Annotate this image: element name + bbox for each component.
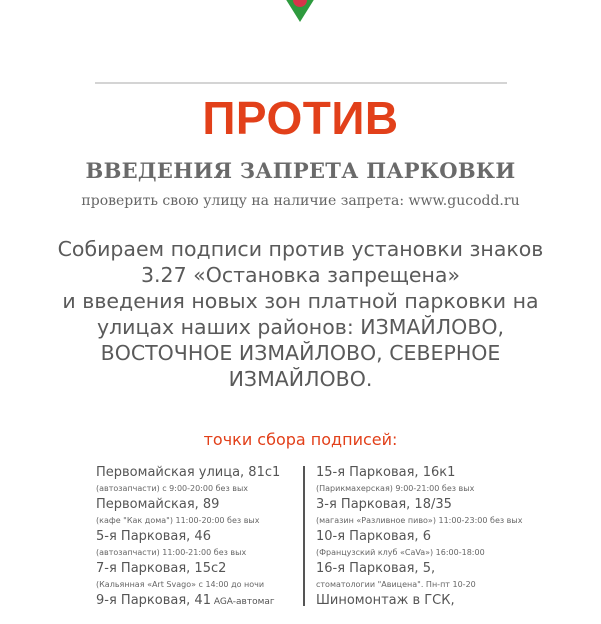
point-note: (Парикмахерская) 9:00-21:00 без вых bbox=[316, 484, 475, 493]
point-address: 3-я Парковая, 18/35 bbox=[316, 497, 452, 512]
point-address: 10-я Парковая, 6 bbox=[316, 529, 431, 544]
collection-point bbox=[316, 496, 546, 528]
point-note: стоматологии "Авицена". Пн-пт 10-20 bbox=[316, 580, 476, 589]
point-note: (Французский клуб «CaVa») 16:00-18:00 bbox=[316, 548, 485, 557]
message-line: ИЗМАЙЛОВО. bbox=[228, 367, 373, 391]
collection-points-heading: точки сбора подписей: bbox=[203, 430, 398, 449]
point-note: (автозапчасти) с 9:00-20:00 без вых bbox=[96, 484, 249, 493]
map-pin-logo-icon bbox=[282, 0, 318, 28]
point-note: (кафе "Как дома") 11:00-20:00 без вых bbox=[96, 516, 260, 525]
message-line: ВОСТОЧНОЕ ИЗМАЙЛОВО, СЕВЕРНОЕ bbox=[100, 341, 501, 365]
point-note: (автозапчасти) 11:00-21:00 без вых bbox=[96, 548, 247, 557]
collection-point bbox=[96, 528, 306, 560]
point-address: 16-я Парковая, 5, bbox=[316, 561, 436, 576]
point-address: Шиномонтаж в ГСК, bbox=[316, 593, 455, 608]
collection-point bbox=[316, 528, 546, 560]
message-line: Собираем подписи против установки знаков bbox=[57, 237, 544, 261]
point-address: 9-я Парковая, 41 bbox=[96, 593, 211, 608]
message-line: и введения новых зон платной парковки на bbox=[62, 289, 539, 313]
point-note: (магазин «Разливное пиво») 11:00-23:00 без вых bbox=[316, 516, 523, 525]
collection-point bbox=[96, 464, 306, 496]
column-divider bbox=[303, 466, 305, 606]
point-address: 15-я Парковая, 16к1 bbox=[316, 465, 456, 480]
collection-point bbox=[96, 496, 306, 528]
point-address: Первомайская улица, 81с1 bbox=[96, 465, 281, 480]
point-address: 7-я Парковая, 15с2 bbox=[96, 561, 227, 576]
main-message bbox=[40, 236, 561, 392]
top-divider bbox=[95, 82, 507, 84]
point-address: Первомайская, 89 bbox=[96, 497, 220, 512]
message-line: 3.27 «Остановка запрещена» bbox=[140, 263, 461, 287]
collection-point bbox=[96, 560, 306, 592]
point-note: (Кальянная «Art Svago» с 14:00 до ночи bbox=[96, 580, 265, 589]
page-title: ПРОТИВ bbox=[202, 92, 399, 144]
collection-point bbox=[96, 592, 306, 624]
collection-point bbox=[316, 560, 546, 592]
page-subtitle: ВВЕДЕНИЯ ЗАПРЕТА ПАРКОВКИ bbox=[85, 158, 516, 183]
point-address: 5-я Парковая, 46 bbox=[96, 529, 211, 544]
collection-point bbox=[316, 592, 546, 624]
check-street-line: проверить свою улицу на наличие запрета: www.gucodd.ru bbox=[81, 193, 520, 209]
collection-points-left bbox=[96, 464, 306, 624]
message-line: улицах наших районов: ИЗМАЙЛОВО, bbox=[96, 315, 505, 339]
collection-point bbox=[316, 464, 546, 496]
point-extra: AGA-автомаг bbox=[210, 597, 275, 607]
collection-points-right bbox=[316, 464, 546, 624]
